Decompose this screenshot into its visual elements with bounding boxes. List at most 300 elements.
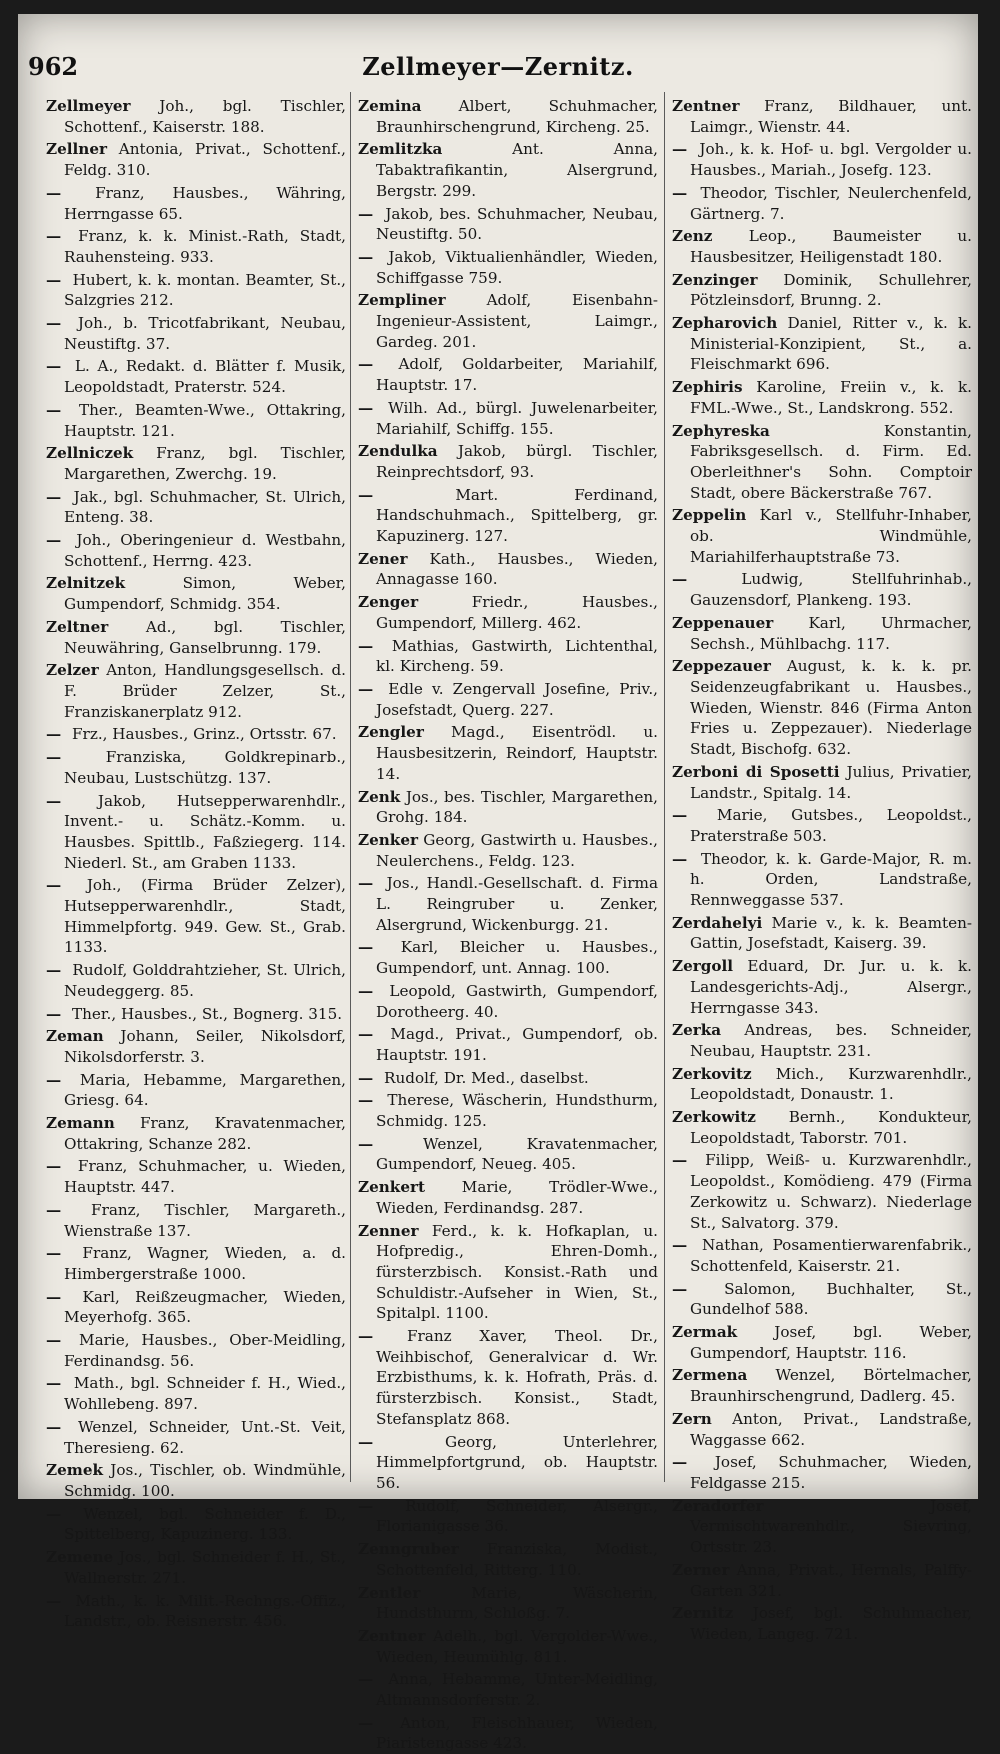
directory-entry	[358, 1713, 658, 1754]
entry-details: Jos., Handl.-Gesellschaft. d. Firma L. Reingruber u. Zenker, Alsergrund, Wickenburgg. 21.	[376, 874, 659, 934]
directory-entry	[46, 1026, 346, 1067]
directory-entry	[46, 1460, 346, 1501]
directory-entry	[358, 830, 658, 871]
entry-details: Franz, k. k. Minist.-Rath, Stadt, Rauhensteing. 933.	[64, 227, 346, 266]
entry-details: Marie, Wäscherin, Hundsthurm, Schloßg. 7.	[376, 1583, 658, 1623]
directory-entry	[672, 377, 972, 418]
entry-details: Adelh., bgl. Vergolder-Wwe., Wieden, Heumühlg. 811.	[376, 1626, 658, 1666]
entry-surname: Zeppezauer	[672, 657, 771, 676]
entry-dash: —	[46, 487, 62, 506]
page-number: 962	[28, 52, 79, 81]
entry-details: Mart. Ferdinand, Handschuhmach., Spittelberg, gr. Kapuzinerg. 127.	[376, 485, 658, 546]
entry-surname: Zellmeyer	[46, 97, 131, 115]
entry-surname: Zernitz	[672, 1604, 734, 1623]
entry-surname: Zendulka	[358, 442, 438, 461]
directory-entry	[358, 787, 658, 828]
entry-details: Franz, Wagner, Wieden, a. d. Himbergerstraße 1000.	[64, 1244, 347, 1283]
directory-entry	[358, 1177, 658, 1218]
entry-details: Dominik, Schullehrer, Pötzleinsdorf, Brunng. 2.	[690, 270, 973, 310]
entry-dash: —	[46, 1374, 62, 1393]
entry-dash: —	[358, 1091, 374, 1110]
entry-details: Salomon, Buchhalter, St., Gundelhof 588.	[690, 1279, 972, 1319]
entry-details: Leop., Baumeister u. Hausbesitzer, Heiligenstadt 180.	[690, 227, 972, 266]
column-divider	[664, 92, 665, 1482]
entry-details: Joh., (Firma Brüder Zelzer), Hutsepperwarenhdlr., Stadt, Himmelpfortg. 949. Gew. St., Grab. 1133.	[64, 876, 347, 957]
entry-details: Wenzel, bgl. Schneider f. D., Spittelberg, Kapuzinerg. 133.	[64, 1504, 346, 1544]
directory-entry	[358, 873, 658, 935]
entry-details: Josef, Vermischtwarenhdlr., Sievring, Ortsstr. 23.	[690, 1496, 972, 1557]
directory-entry	[46, 96, 346, 137]
entry-details: Kath., Hausbes., Wieden, Annagasse 160.	[376, 549, 658, 589]
entry-details: Johann, Seiler, Nikolsdorf, Nikolsdorferstr. 3.	[64, 1027, 346, 1066]
entry-dash: —	[46, 1591, 62, 1610]
directory-entry	[672, 913, 972, 954]
entry-dash: —	[672, 140, 688, 159]
entry-details: Magd., Eisentrödl. u. Hausbesitzerin, Reindorf, Hauptstr. 14.	[376, 723, 659, 783]
entry-details: Konstantin, Fabriksgesellsch. d. Firm. Ed. Oberleithner's Sohn. Comptoir Stadt, obere Bäckerstraße 767.	[690, 421, 972, 502]
directory-entry	[358, 1432, 658, 1494]
entry-details: Math., bgl. Schneider f. H., Wied., Wohllebeng. 897.	[64, 1374, 347, 1414]
entry-surname: Zerdahelyi	[672, 913, 763, 932]
entry-details: Theodor, Tischler, Neulerchenfeld, Gärtnerg. 7.	[690, 183, 972, 223]
directory-entry	[46, 183, 346, 224]
directory-entry	[46, 313, 346, 354]
entry-surname: Zentler	[358, 1583, 421, 1602]
entry-details: Anton, Privat., Landstraße, Waggasse 662.	[690, 1409, 973, 1449]
entry-surname: Zempliner	[358, 291, 446, 310]
entry-details: Marie v., k. k. Beamten-Gattin, Josefstadt, Kaiserg. 39.	[690, 913, 973, 953]
directory-entry	[46, 530, 346, 571]
entry-details: Georg, Gastwirth u. Hausbes., Neulerchens., Feldg. 123.	[376, 830, 659, 870]
entry-details: Wenzel, Kravatenmacher, Gumpendorf, Neueg. 405.	[376, 1134, 658, 1174]
entry-dash: —	[358, 874, 374, 893]
directory-entry	[358, 398, 658, 439]
entry-details: Ludwig, Stellfuhrinhab., Gauzensdorf, Plankeng. 193.	[690, 570, 972, 610]
entry-dash: —	[46, 1004, 62, 1023]
entry-dash: —	[672, 1453, 688, 1472]
entry-dash: —	[358, 1025, 374, 1044]
entry-details: Josef, Schuhmacher, Wieden, Feldgasse 215.	[690, 1453, 972, 1492]
column-2	[358, 96, 659, 1753]
directory-entry	[46, 960, 346, 1001]
entry-dash: —	[358, 1432, 374, 1451]
entry-details: Karl, Bleicher u. Hausbes., Gumpendorf, unt. Annag. 100.	[376, 938, 658, 978]
directory-entry	[46, 1591, 346, 1632]
directory-entry	[46, 356, 346, 397]
entry-dash: —	[46, 1200, 62, 1219]
column-1	[46, 96, 347, 1631]
entry-details: Rudolf, Dr. Med., daselbst.	[384, 1068, 589, 1087]
directory-entry	[358, 1539, 658, 1580]
directory-entry	[46, 1373, 346, 1414]
directory-entry	[672, 1064, 972, 1105]
directory-entry	[46, 139, 346, 180]
entry-details: Franz Xaver, Theol. Dr., Weihbischof, Generalvicar d. Wr. Erzbisthums, k. k. Hofrath, Präs. d. fürsterzbisch. Konsist., Stadt, Stefansplatz 868.	[376, 1327, 659, 1428]
entry-details: Franz, Tischler, Margareth., Wienstraße 137.	[64, 1200, 346, 1240]
entry-dash: —	[358, 355, 374, 374]
entry-dash: —	[46, 791, 62, 810]
entry-dash: —	[358, 247, 374, 266]
entry-surname: Zeman	[46, 1027, 104, 1046]
entry-dash: —	[358, 981, 374, 1000]
directory-entry	[672, 762, 972, 803]
entry-details: Anton, Handlungsgesellsch. d. F. Brüder Zelzer, St., Franziskanerplatz 912.	[64, 661, 346, 721]
entry-dash: —	[358, 938, 374, 957]
directory-entry	[46, 1113, 346, 1154]
entry-surname: Zellner	[46, 140, 107, 159]
entry-details: Hubert, k. k. montan. Beamter, St., Salzgries 212.	[64, 270, 347, 310]
entry-details: Ant. Anna, Tabaktrafikantin, Alsergrund, Bergstr. 299.	[376, 140, 658, 200]
directory-entry	[358, 722, 658, 784]
entry-surname: Zeradorfer	[672, 1496, 764, 1515]
directory-entry	[358, 1090, 658, 1131]
entry-details: Adolf, Goldarbeiter, Mariahilf, Hauptstr. 17.	[376, 355, 658, 395]
entry-dash: —	[46, 1417, 62, 1436]
entry-dash: —	[672, 806, 688, 825]
entry-dash: —	[672, 1279, 688, 1298]
entry-dash: —	[46, 1157, 62, 1176]
entry-surname: Zemene	[46, 1548, 114, 1567]
entry-details: Daniel, Ritter v., k. k. Ministerial-Konzipient, St., a. Fleischmarkt 696.	[690, 314, 972, 374]
directory-entry	[46, 1156, 346, 1197]
entry-surname: Zergoll	[672, 957, 734, 976]
directory-entry	[672, 96, 972, 137]
directory-entry	[672, 1452, 972, 1493]
entry-surname: Zerka	[672, 1021, 722, 1040]
entry-dash: —	[46, 314, 62, 333]
entry-surname: Zenker	[358, 830, 418, 849]
entry-dash: —	[46, 531, 62, 550]
entry-details: Friedr., Hausbes., Gumpendorf, Millerg. 462.	[376, 593, 658, 632]
entry-details: Eduard, Dr. Jur. u. k. k. Landesgerichts-Adj., Alsergr., Herrngasse 343.	[690, 957, 972, 1017]
entry-details: Joh., Oberingenieur d. Westbahn, Schottenf., Herrng. 423.	[64, 531, 347, 570]
entry-details: Joh., b. Tricotfabrikant, Neubau, Neustiftg. 37.	[64, 314, 346, 353]
entry-details: Joh., k. k. Hof- u. bgl. Vergolder u. Hausbes., Mariah., Josefg. 123.	[690, 140, 972, 180]
entry-surname: Zenger	[358, 593, 419, 612]
directory-entry	[672, 1365, 972, 1406]
entry-details: Jos., bgl. Schneider f. H., St., Wallnerstr. 271.	[64, 1548, 346, 1587]
entry-surname: Zengler	[358, 723, 424, 742]
entry-details: Nathan, Posamentierwarenfabrik., Schottenfeld, Kaiserstr. 21.	[690, 1236, 973, 1275]
entry-dash: —	[358, 1496, 374, 1515]
entry-details: Franziska, Goldkrepinarb., Neubau, Lustschützg. 137.	[64, 748, 347, 787]
entry-details: Mich., Kurzwarenhdlr., Leopoldstadt, Donaustr. 1.	[690, 1064, 972, 1104]
directory-entry	[672, 805, 972, 846]
entry-details: Bernh., Kondukteur, Leopoldstadt, Taborstr. 701.	[690, 1108, 972, 1147]
directory-entry	[46, 724, 346, 745]
entry-surname: Zenner	[358, 1221, 419, 1240]
directory-entry	[358, 981, 658, 1022]
entry-surname: Zerner	[672, 1560, 730, 1579]
entry-dash: —	[46, 1070, 62, 1089]
entry-surname: Zermena	[672, 1366, 748, 1385]
directory-entry	[46, 270, 346, 311]
directory-entry	[358, 1669, 658, 1710]
entry-dash: —	[358, 1713, 374, 1732]
entry-details: August, k. k. k. pr. Seidenzeugfabrikant u. Hausbes., Wieden, Wienstr. 846 (Firma Anton Fries u. Zeppezauer). Niederlage Stadt, Bischofg. 632.	[690, 657, 972, 759]
entry-dash: —	[46, 183, 62, 202]
directory-entry	[672, 849, 972, 911]
entry-details: Wilh. Ad., bürgl. Juwelenarbeiter, Mariahilf, Schiffg. 155.	[376, 398, 658, 438]
entry-surname: Zeltner	[46, 617, 109, 636]
entry-dash: —	[46, 876, 62, 895]
directory-entry	[672, 656, 972, 760]
directory-entry	[46, 1330, 346, 1371]
entry-details: Anna, Hebamme, Unter-Meidling, Altmannsdorferstr. 2.	[376, 1670, 658, 1710]
directory-entry	[672, 1107, 972, 1148]
entry-dash: —	[46, 357, 62, 376]
directory-entry	[358, 1496, 658, 1537]
directory-entry	[358, 247, 658, 288]
page-header	[28, 52, 968, 86]
entry-surname: Zeppenauer	[672, 613, 774, 632]
running-title: Zellmeyer—Zernitz.	[362, 52, 634, 81]
directory-entry	[672, 1020, 972, 1061]
entry-details: Anna, Privat., Hernals, Palffy-Garten 321.	[690, 1560, 972, 1600]
entry-details: Georg, Unterlehrer, Himmelpfortgrund, ob. Hauptstr. 56.	[376, 1432, 658, 1492]
entry-surname: Zenz	[672, 227, 713, 246]
directory-entry	[46, 660, 346, 722]
entry-details: Leopold, Gastwirth, Gumpendorf, Dorotheerg. 40.	[376, 981, 658, 1021]
entry-surname: Zemann	[46, 1114, 115, 1133]
directory-entry	[358, 592, 658, 633]
directory-entry	[672, 226, 972, 267]
entry-details: Simon, Weber, Gumpendorf, Schmidg. 354.	[64, 574, 346, 614]
entry-details: Jakob, Hutsepperwarenhdlr., Invent.- u. Schätz.-Komm. u. Hausbes. Spittlb., Faßziegerg. 114. Niederl. St., am Graben 1133.	[64, 791, 346, 872]
directory-entry	[672, 569, 972, 610]
directory-entry	[672, 1322, 972, 1363]
directory-entry	[358, 139, 658, 201]
entry-details: Julius, Privatier, Landstr., Spitalg. 14.	[690, 762, 972, 802]
entry-details: Edle v. Zengervall Josefine, Priv., Josefstadt, Querg. 227.	[376, 679, 658, 719]
entry-surname: Zentner	[672, 97, 740, 115]
entry-details: Rudolf, Golddrahtzieher, St. Ulrich, Neudeggerg. 85.	[64, 961, 346, 1000]
entry-details: Filipp, Weiß- u. Kurzwarenhdlr., Leopoldst., Komödieng. 479 (Firma Zerkowitz u. Schwarz). Niederlage St., Salvatorg. 379.	[690, 1151, 973, 1232]
entry-dash: —	[358, 398, 374, 417]
entry-dash: —	[46, 227, 62, 246]
directory-entry	[46, 400, 346, 441]
entry-dash: —	[46, 1331, 62, 1350]
directory-entry	[672, 1235, 972, 1276]
entry-surname: Zeppelin	[672, 506, 747, 525]
entry-surname: Zener	[358, 549, 408, 568]
entry-details: Franz, bgl. Tischler, Margarethen, Zwerchg. 19.	[64, 444, 346, 483]
entry-dash: —	[358, 1068, 374, 1087]
directory-entry	[46, 1547, 346, 1588]
directory-entry	[672, 183, 972, 224]
directory-entry	[672, 1603, 972, 1644]
entry-details: Jos., Tischler, ob. Windmühle, Schmidg. 100.	[64, 1461, 346, 1500]
entry-details: Frz., Hausbes., Grinz., Ortsstr. 67.	[72, 725, 337, 744]
entry-details: L. A., Redakt. d. Blätter f. Musik, Leopoldstadt, Praterstr. 524.	[64, 357, 347, 397]
directory-entry	[46, 1243, 346, 1284]
entry-details: Therese, Wäscherin, Hundsthurm, Schmidg. 125.	[376, 1091, 659, 1131]
directory-entry	[358, 1326, 658, 1430]
entry-details: Marie, Gutsbes., Leopoldst., Praterstraße 503.	[690, 806, 972, 845]
entry-details: Anton, Fleischhauer, Wieden, Piaristengasse 423.	[376, 1713, 658, 1753]
entry-details: Franz, Bildhauer, unt. Laimgr., Wienstr. 44.	[690, 97, 973, 136]
directory-entry	[358, 549, 658, 590]
entry-dash: —	[46, 725, 62, 744]
directory-entry	[672, 1496, 972, 1558]
directory-entry	[672, 313, 972, 375]
entry-surname: Zelzer	[46, 661, 99, 680]
column-3	[672, 96, 973, 1643]
directory-entry	[358, 204, 658, 245]
directory-entry	[358, 96, 658, 137]
directory-entry	[358, 679, 658, 720]
entry-details: Karl, Reißzeugmacher, Wieden, Meyerhofg. 365.	[64, 1287, 346, 1327]
entry-details: Ad., bgl. Tischler, Neuwähring, Ganselbrunng. 179.	[64, 617, 347, 657]
directory-entry	[46, 1070, 346, 1111]
entry-details: Maria, Hebamme, Margarethen, Griesg. 64.	[64, 1070, 346, 1110]
entry-details: Joh., bgl. Tischler, Schottenf., Kaiserstr. 188.	[64, 97, 346, 136]
entry-dash: —	[358, 1327, 374, 1346]
directory-entry	[358, 1583, 658, 1624]
entry-details: Franz, Hausbes., Währing, Herrngasse 65.	[64, 183, 347, 223]
directory-entry	[46, 1287, 346, 1328]
entry-surname: Zemlitzka	[358, 140, 443, 159]
entry-details: Franz, Kravatenmacher, Ottakring, Schanze 282.	[64, 1114, 346, 1153]
directory-entry	[672, 613, 972, 654]
entry-details: Karl, Uhrmacher, Sechsh., Mühlbachg. 117.	[690, 613, 972, 653]
entry-details: Jos., bes. Tischler, Margarethen, Grohg. 184.	[376, 787, 659, 827]
entry-dash: —	[46, 748, 62, 767]
directory-entry	[358, 354, 658, 395]
directory-entry	[46, 1200, 346, 1241]
entry-surname: Zellniczek	[46, 444, 134, 463]
entry-details: Marie, Trödler-Wwe., Wieden, Ferdinandsg. 287.	[376, 1178, 659, 1217]
entry-dash: —	[46, 400, 62, 419]
directory-entry	[672, 421, 972, 504]
entry-details: Andreas, bes. Schneider, Neubau, Hauptstr. 231.	[690, 1021, 972, 1060]
directory-entry	[358, 937, 658, 978]
entry-details: Ther., Beamten-Wwe., Ottakring, Hauptstr. 121.	[64, 400, 347, 440]
entry-details: Franziska, Modist., Schottenfeld, Ritterg. 110.	[376, 1540, 659, 1579]
entry-surname: Zenk	[358, 787, 401, 806]
entry-dash: —	[672, 1151, 688, 1170]
entry-details: Karl v., Stellfuhr-Inhaber, ob. Windmühle, Mariahilferhauptstraße 73.	[690, 506, 973, 566]
directory-entry	[358, 1068, 658, 1089]
directory-entry	[672, 1279, 972, 1320]
directory-entry	[358, 441, 658, 482]
directory-entry	[46, 226, 346, 267]
entry-surname: Zermak	[672, 1323, 738, 1342]
entry-dash: —	[46, 1244, 62, 1263]
entry-surname: Zemek	[46, 1461, 104, 1480]
entry-surname: Zelnitzek	[46, 574, 126, 593]
entry-details: Mathias, Gastwirth, Lichtenthal, kl. Kircheng. 59.	[376, 636, 658, 676]
entry-surname: Zephyreska	[672, 421, 770, 440]
directory-entry	[672, 505, 972, 567]
directory-entry	[358, 1134, 658, 1175]
entry-dash: —	[672, 570, 688, 589]
directory-entry	[46, 1417, 346, 1458]
entry-details: Magd., Privat., Gumpendorf, ob. Hauptstr. 191.	[376, 1025, 659, 1064]
entry-details: Math., k. k. Milit.-Rechngs.-Offiz., Landstr., ob. Reisnerstr. 456.	[64, 1591, 346, 1631]
directory-entry	[46, 617, 346, 658]
entry-dash: —	[358, 1134, 374, 1153]
directory-entry	[672, 270, 972, 311]
directory-entry	[46, 791, 346, 874]
directory-entry	[46, 747, 346, 788]
entry-dash: —	[46, 1504, 62, 1523]
directory-entry	[672, 139, 972, 180]
directory-page	[18, 14, 978, 1753]
directory-entry	[358, 1221, 658, 1325]
directory-entry	[46, 875, 346, 958]
entry-details: Jakob, bürgl. Tischler, Reinprechtsdorf, 93.	[376, 442, 659, 481]
entry-details: Adolf, Eisenbahn-Ingenieur-Assistent, Laimgr., Gardeg. 201.	[376, 291, 659, 351]
directory-entry	[358, 290, 658, 352]
entry-dash: —	[46, 270, 62, 289]
entry-surname: Zerkowitz	[672, 1108, 756, 1127]
entry-details: Rudolf, Schneider, Alsergr., Florianigasse 36.	[376, 1496, 658, 1536]
entry-details: Theodor, k. k. Garde-Major, R. m. h. Orden, Landstraße, Rennweggasse 537.	[690, 849, 972, 910]
directory-entry	[46, 487, 346, 528]
entry-details: Ther., Hausbes., St., Bognerg. 315.	[72, 1004, 343, 1023]
entry-details: Josef, bgl. Schuhmacher, Wieden, Langeg. 721.	[690, 1604, 973, 1643]
entry-dash: —	[672, 183, 688, 202]
entry-surname: Zentner	[358, 1626, 426, 1645]
entry-details: Marie, Hausbes., Ober-Meidling, Ferdinandsg. 56.	[64, 1331, 346, 1370]
entry-dash: —	[672, 1236, 688, 1255]
entry-details: Franz, Schuhmacher, u. Wieden, Hauptstr. 447.	[64, 1157, 347, 1197]
entry-surname: Zenngruber	[358, 1540, 459, 1559]
entry-surname: Zenzinger	[672, 270, 758, 289]
directory-entry	[46, 1504, 346, 1545]
directory-entry	[46, 1004, 346, 1025]
directory-entry	[358, 485, 658, 547]
entry-details: Karoline, Freiin v., k. k. FML.-Wwe., St., Landskrong. 552.	[690, 378, 972, 417]
entry-details: Josef, bgl. Weber, Gumpendorf, Hauptstr. 116.	[690, 1323, 972, 1362]
directory-entry	[46, 573, 346, 614]
entry-details: Albert, Schuhmacher, Braunhirschengrund, Kircheng. 25.	[376, 97, 658, 136]
entry-dash: —	[46, 961, 62, 980]
entry-dash: —	[46, 1287, 62, 1306]
entry-details: Ferd., k. k. Hofkaplan, u. Hofpredig., Ehren-Domh., fürsterzbisch. Konsist.-Rath und Schuldistr.-Aufseher in Wien, St., Spitalpl. 1100.	[376, 1221, 659, 1323]
directory-entry	[46, 443, 346, 484]
directory-entry	[672, 1150, 972, 1233]
entry-details: Antonia, Privat., Schottenf., Feldg. 310.	[64, 140, 346, 180]
entry-dash: —	[358, 1670, 374, 1689]
directory-entry	[358, 1024, 658, 1065]
entry-surname: Zern	[672, 1409, 712, 1428]
entry-surname: Zenkert	[358, 1178, 425, 1197]
entry-surname: Zephiris	[672, 378, 743, 397]
column-divider	[350, 92, 351, 1482]
directory-entry	[358, 1626, 658, 1667]
entry-details: Jak., bgl. Schuhmacher, St. Ulrich, Enteng. 38.	[64, 487, 347, 527]
entry-dash: —	[672, 849, 688, 868]
entry-surname: Zerkovitz	[672, 1064, 752, 1083]
entry-details: Jakob, Viktualienhändler, Wieden, Schiffgasse 759.	[376, 247, 658, 287]
entry-dash: —	[358, 679, 374, 698]
entry-details: Wenzel, Börtelmacher, Braunhirschengrund, Dadlerg. 45.	[690, 1366, 972, 1406]
entry-details: Wenzel, Schneider, Unt.-St. Veit, Theresieng. 62.	[64, 1417, 347, 1457]
directory-entry	[672, 1409, 972, 1450]
entry-surname: Zerboni di Sposetti	[672, 762, 840, 781]
entry-details: Jakob, bes. Schuhmacher, Neubau, Neustiftg. 50.	[376, 204, 659, 244]
entry-dash: —	[358, 485, 374, 504]
entry-surname: Zepharovich	[672, 314, 778, 333]
directory-entry	[672, 1560, 972, 1601]
entry-dash: —	[358, 636, 374, 655]
directory-entry	[358, 636, 658, 677]
entry-surname: Zemina	[358, 97, 422, 115]
directory-entry	[672, 956, 972, 1018]
entry-dash: —	[358, 204, 374, 223]
